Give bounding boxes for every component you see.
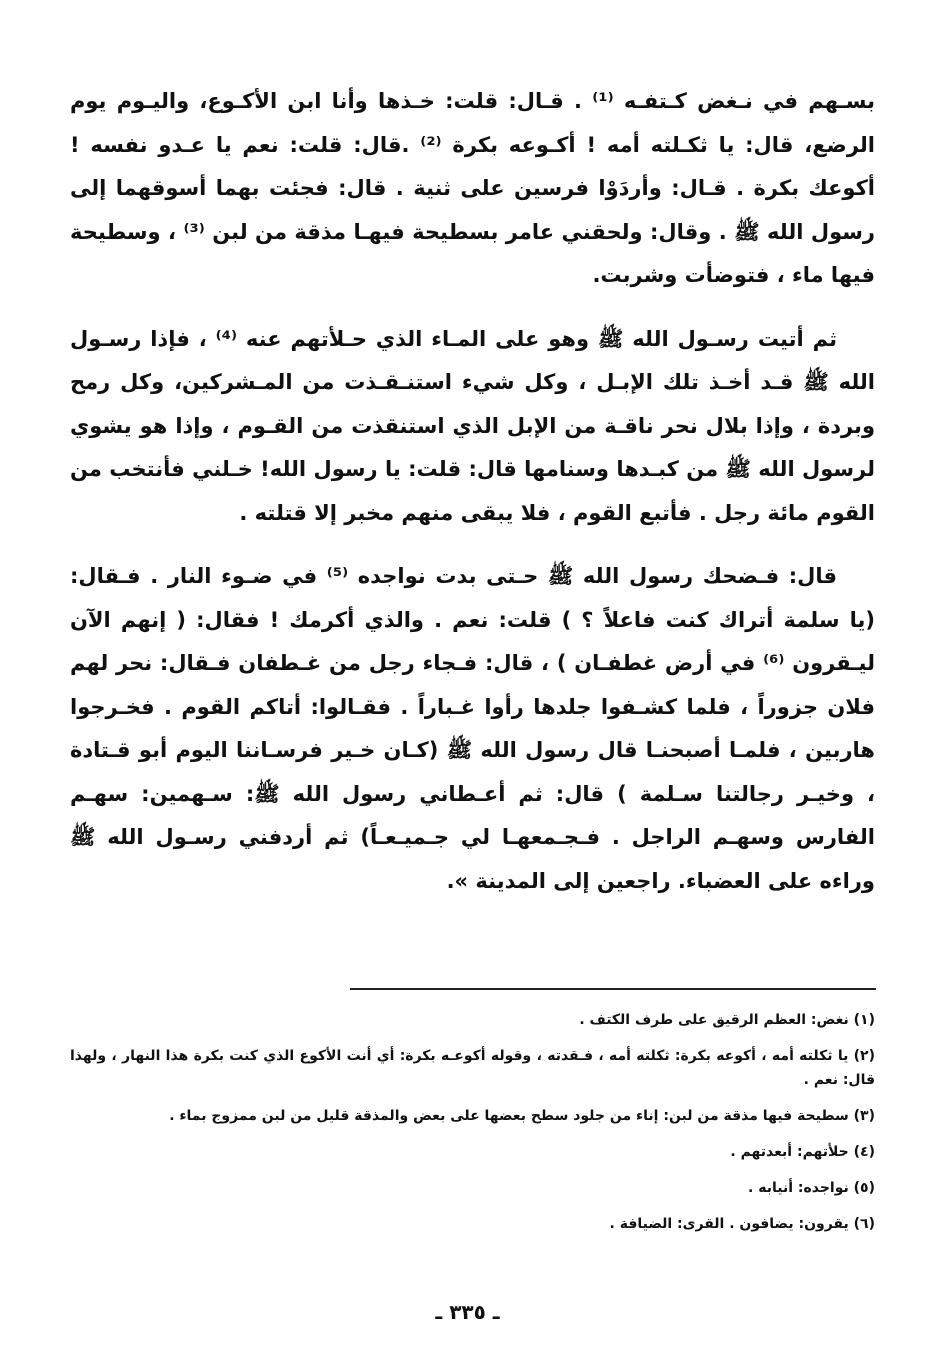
footnote-3: (٣) سطيحة فيها مذقة من لبن: إناء من جلود سطح بعضها على بعض والمذقة قليل من لبن ممزوج بماء . [169, 1108, 875, 1124]
footnote-6: (٦) يقرون: يضافون . القرى: الضيافة . [609, 1216, 875, 1232]
main-text [70, 80, 875, 903]
footnote-4: (٤) حلأتهم: أبعدتهم . [730, 1144, 875, 1160]
footnote-1: (١) نغض: العظم الرقيق على طرف الكتف . [579, 1012, 875, 1028]
paragraph-3: قال: فـضحك رسول الله ﷺ حـتى بدت نواجده ⁽⁵⁾ في ضـوء النار . فـقال: (يا سلمة أتراك كنت فاعلاً ؟ ) قلت: نعم . والذي أكرمك ! فقال: ( إنهم الآن ليـقرون ⁽⁶⁾ في أرض غطفـان ) ، قال: فـجاء رجل من غـطفان فـقال: نحر لهم فلان جزوراً ، فلما كشـفوا جلدها رأوا غـباراً . فقـالوا: أتاكم القوم . فخـرجوا هاربين ، فلمـا أصبحنـا قال رسول الله ﷺ (كـان خـير فرسـاننا اليوم أبو قـتادة ، وخيـر رجالتنا سـلمة ) قال: ثم أعـطاني رسول الله ﷺ: سـهمين: سهـم الفارس وسهـم الراجل . فـجـمعهـا لي جـميـعـاً) ثم أردفني رسـول الله ﷺ وراءه على العضباء. راجعين إلى المدينة ». [70, 564, 875, 893]
footnote-divider [350, 988, 876, 990]
page-number: ـ ٣٣٥ ـ [435, 1300, 500, 1324]
footnote-2: (٢) يا ثكلته أمه ، أكوعه بكرة: ثكلته أمه ، فـقدته ، وقوله أكوعـه بكرة: أي أنت الأكوع الذي كنت بكرة هذا النهار ، ولهذا قال: نعم . [70, 1048, 875, 1088]
footnote-5: (٥) نواجده: أنيابه . [748, 1180, 875, 1196]
paragraph-1: بسـهم في نـغض كـتفـه ⁽¹⁾ . قـال: قلت: خـذها وأنا ابن الأكـوع، واليـوم يوم الرضع، قال: يا ثكـلته أمه ! أكـوعه بكرة ⁽²⁾ .قال: قلت: نعم يا عـدو نفسه ! أكوعك بكرة . قـال: وأردَوْا فرسين على ثنية . قال: فجئت بهما أسوقهما إلى رسول الله ﷺ . وقال: ولحقني عامر بسطيحة فيهـا مذقة من لبن ⁽³⁾ ، وسطيحة فيها ماء ، فتوضأت وشربت. [70, 89, 876, 287]
footnotes [70, 1008, 875, 1248]
paragraph-2: ثم أتيت رسـول الله ﷺ وهو على المـاء الذي حـلأتهم عنه ⁽⁴⁾ ، فإذا رسـول الله ﷺ قـد أخـذ تلك الإبـل ، وكل شيء استنـقـذت من المـشركين، وكل رمح وبردة ، وإذا بلال نحر ناقـة من الإبل الذي استنقذت من القـوم ، وإذا هو يشوي لرسول الله ﷺ من كبـدها وسنامها قال: قلت: يا رسول الله! خـلني فأنتخب من القوم مائة رجل . فأتبع القوم ، فلا يبقى منهم مخبر إلا قتلته . [70, 326, 875, 525]
